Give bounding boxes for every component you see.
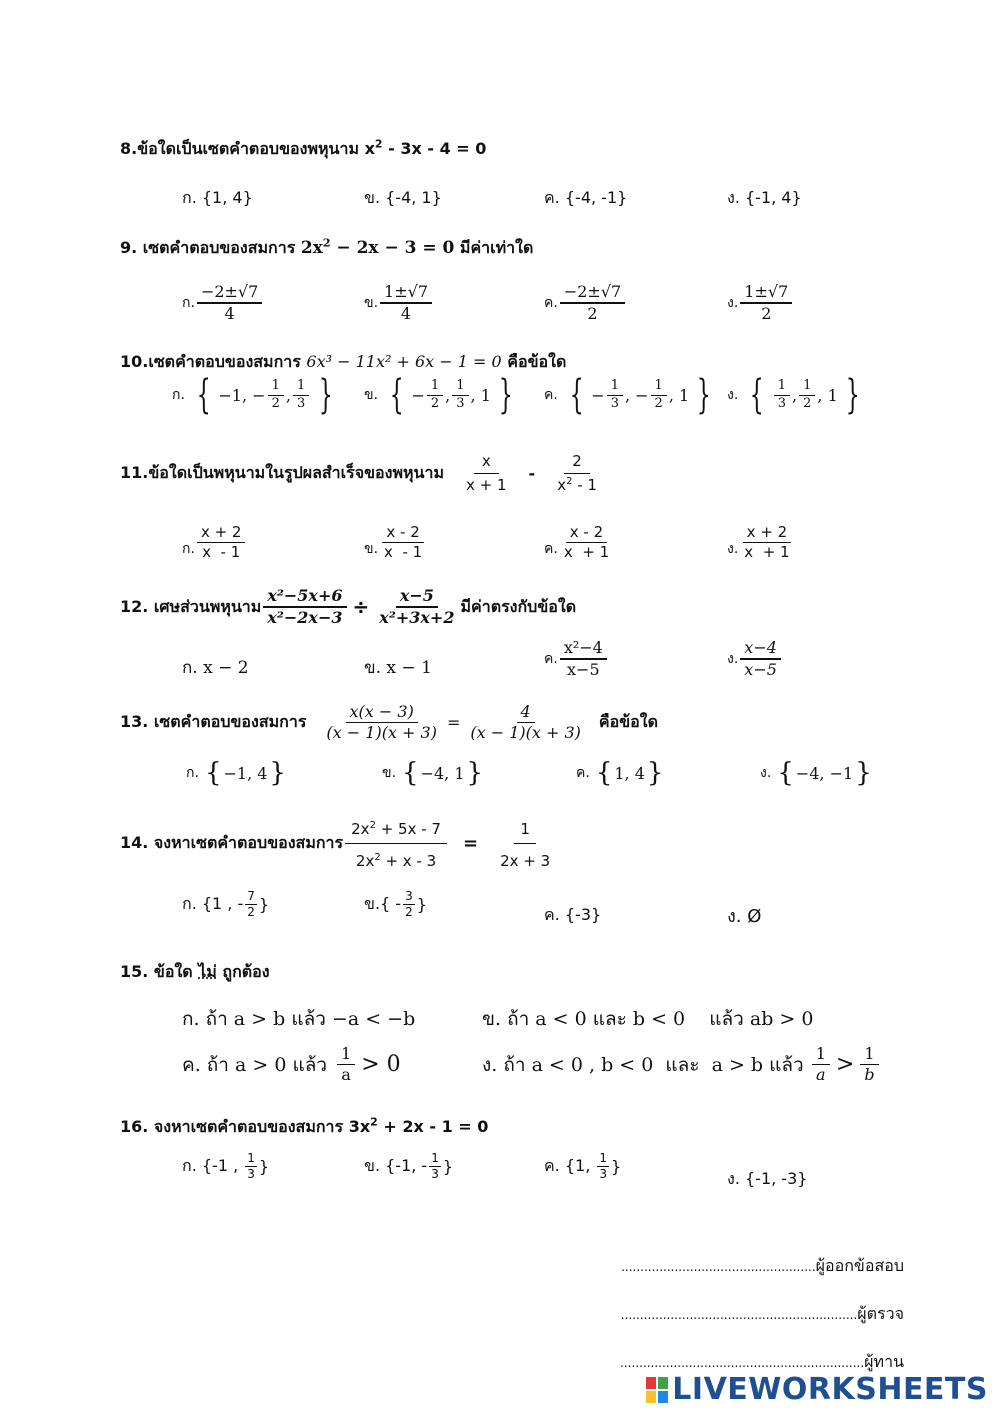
- left-brace-icon: {: [402, 758, 419, 788]
- denominator: 3: [247, 1167, 255, 1181]
- divide-sign: ÷: [352, 595, 370, 619]
- q15-option-c[interactable]: [182, 1044, 401, 1085]
- q8-option-b[interactable]: ข. {-4, 1}: [364, 188, 442, 207]
- question-15-emphasis: ไม่: [198, 962, 217, 981]
- q13-option-b-label: ข.: [382, 765, 397, 781]
- denominator-base: x: [557, 475, 567, 494]
- denominator: 2: [654, 395, 663, 411]
- question-9-prefix: 9. เซตคำตอบของสมการ: [120, 238, 301, 257]
- q10-option-d-label: ง.: [727, 387, 739, 403]
- liveworksheets-logo-text: LIVEWORKSHEETS: [672, 1372, 988, 1407]
- q14-option-a-lead: ก. {1 , -: [182, 894, 244, 913]
- question-14: [120, 816, 556, 871]
- numerator-exponent: 2: [369, 820, 376, 831]
- left-brace-icon: {: [204, 758, 222, 788]
- q15-option-d-lead: ง. ถ้า a < 0 , b < 0 และ a > b แล้ว: [482, 1053, 804, 1076]
- q13-option-b-set: −4, 1: [420, 763, 465, 783]
- denominator: 2: [271, 395, 280, 411]
- right-brace-icon: }: [696, 372, 711, 418]
- question-15-prefix: 15. ข้อใด: [120, 962, 199, 981]
- liveworksheets-logo: [646, 1372, 988, 1407]
- numerator: 1: [599, 1151, 608, 1165]
- numerator: 1: [337, 1044, 355, 1065]
- q10-option-c-fraction-2: [651, 378, 667, 412]
- q16-option-c[interactable]: [544, 1151, 621, 1182]
- signature-role: ผู้ออกข้อสอบ: [815, 1256, 904, 1275]
- numerator: 1: [452, 378, 468, 395]
- denominator: x + 1: [744, 542, 790, 561]
- q9-option-a-label: ก.: [182, 295, 195, 311]
- q10-option-b-label: ข.: [364, 387, 379, 403]
- question-10-prefix: 10.เซตคำตอบของสมการ: [120, 352, 307, 371]
- q12-option-d-fraction: [740, 638, 781, 680]
- q14-option-d[interactable]: ง. Ø: [727, 906, 762, 927]
- question-15: [120, 960, 270, 985]
- minus-sign: -: [528, 463, 536, 483]
- q10-option-c-label: ค.: [544, 387, 558, 403]
- q16-option-c-fraction: [597, 1151, 609, 1182]
- q14-option-b-fraction: [403, 889, 415, 920]
- q10-option-a-label: ก.: [172, 387, 185, 403]
- q10-option-c-lead: −: [591, 385, 605, 405]
- question-13-lhs-fraction: [322, 702, 441, 743]
- q13-option-d-set: −4, −1: [795, 763, 854, 783]
- q9-option-a-numerator: −2±√7: [197, 282, 262, 304]
- q9-option-b-denominator: 4: [400, 304, 412, 323]
- q9-option-c-fraction: [560, 282, 625, 324]
- q9-option-c[interactable]: [544, 282, 625, 324]
- denominator: 3: [296, 395, 306, 411]
- denominator: [350, 844, 442, 871]
- denominator: 3: [431, 1167, 439, 1181]
- right-brace-icon: }: [318, 372, 333, 418]
- denominator: 2: [430, 395, 440, 411]
- denominator: x - 1: [202, 542, 241, 561]
- q9-option-d[interactable]: [727, 282, 792, 324]
- q15-option-c-tail: > 0: [361, 1052, 401, 1077]
- liveworksheets-logo-icon: [646, 1377, 668, 1403]
- left-brace-icon: {: [389, 372, 404, 418]
- q13-option-b[interactable]: [382, 758, 483, 788]
- q12-option-a[interactable]: ก. x − 2: [182, 658, 249, 678]
- signature-line-checker: [621, 1302, 904, 1327]
- q9-option-c-label: ค.: [544, 295, 558, 311]
- question-9-suffix: มีค่าเท่าใด: [454, 238, 534, 257]
- q8-option-a[interactable]: ก. {1, 4}: [182, 188, 253, 207]
- question-16: [120, 1115, 488, 1140]
- q11-option-b-fraction: [380, 523, 426, 562]
- q16-option-b[interactable]: [364, 1151, 453, 1182]
- numerator: 1: [514, 816, 536, 844]
- numerator: 1: [268, 378, 284, 395]
- q12-option-c-fraction: [560, 638, 607, 680]
- numerator: 1: [247, 1151, 255, 1165]
- q16-option-a-fraction: [245, 1151, 257, 1182]
- q10-option-d-fraction-1: [774, 378, 790, 412]
- q13-option-a-set: −1, 4: [223, 763, 268, 783]
- numerator: 1: [774, 378, 790, 395]
- q10-option-a-mid: ,: [285, 385, 291, 405]
- q9-option-c-denominator: 2: [587, 304, 598, 323]
- denominator: 3: [777, 395, 787, 411]
- q10-option-b-fraction-1: [427, 378, 443, 412]
- numerator: 1: [607, 378, 623, 395]
- question-14-lhs-fraction: [345, 816, 447, 871]
- q11-option-d[interactable]: [727, 523, 794, 562]
- numerator: 7: [247, 889, 255, 903]
- denominator: [549, 474, 605, 497]
- q10-option-c-fraction-1: [607, 378, 623, 412]
- q11-option-a-label: ก.: [182, 541, 195, 558]
- numerator: 1: [799, 378, 815, 395]
- denominator: x²+3x+2: [379, 608, 455, 627]
- denominator: x + 1: [563, 542, 610, 561]
- left-brace-icon: {: [569, 372, 584, 418]
- denominator-exponent: 2: [566, 475, 573, 487]
- q10-option-d[interactable]: [727, 372, 865, 418]
- q13-option-d[interactable]: [760, 758, 872, 788]
- q9-option-b-numerator: 1±√7: [380, 282, 432, 304]
- numerator: x²−4: [560, 638, 607, 660]
- q8-option-d[interactable]: ง. {-1, 4}: [727, 188, 802, 207]
- numerator: 3: [405, 889, 413, 903]
- q13-option-a[interactable]: [186, 758, 286, 788]
- q11-option-d-fraction: [740, 523, 793, 562]
- q9-option-d-numerator: 1±√7: [740, 282, 792, 304]
- denominator: x - 1: [384, 542, 423, 561]
- q10-option-b-tail: , 1: [470, 385, 491, 405]
- q14-option-c[interactable]: ค. {-3}: [544, 905, 602, 924]
- numerator: x−5: [396, 586, 438, 608]
- question-11: [120, 450, 605, 497]
- numerator: [345, 816, 447, 844]
- q13-option-c-label: ค.: [576, 765, 590, 781]
- q10-option-c-mid: , −: [624, 385, 649, 405]
- q11-option-b-label: ข.: [364, 541, 379, 558]
- q16-option-a-tail: }: [258, 1157, 270, 1176]
- q13-option-c-set: 1, 4: [614, 763, 645, 783]
- question-13: [120, 702, 658, 743]
- denominator: 2x + 3: [500, 851, 551, 870]
- q10-option-a-fraction-1: [268, 378, 284, 412]
- q10-option-b-lead: −: [411, 385, 425, 405]
- q11-option-b[interactable]: [364, 523, 426, 562]
- right-brace-icon: }: [466, 758, 484, 788]
- numerator: x + 2: [197, 523, 246, 543]
- q11-option-a-fraction: [197, 523, 246, 562]
- denominator: (x − 1)(x + 3): [326, 723, 437, 742]
- q10-option-a-lead: −1, −: [218, 385, 266, 405]
- denominator: x−5: [567, 660, 600, 679]
- q9-option-a[interactable]: [182, 282, 262, 324]
- question-9-eq-a: 2x: [300, 238, 323, 258]
- numerator: 1: [651, 378, 667, 395]
- q10-option-d-fraction-2: [799, 378, 815, 412]
- q9-option-b-label: ข.: [364, 295, 379, 311]
- question-13-rhs-fraction: [466, 702, 585, 743]
- q10-option-c[interactable]: [544, 372, 717, 418]
- question-14-rhs-fraction: [494, 816, 556, 871]
- numerator: x(x − 3): [346, 702, 418, 723]
- numerator: 1: [812, 1044, 830, 1065]
- numerator: 2: [564, 450, 590, 474]
- question-12-fraction-1: [263, 586, 346, 628]
- question-16-exponent: 2: [370, 1115, 378, 1129]
- question-12: [120, 586, 576, 628]
- q9-option-b-fraction: [380, 282, 432, 324]
- left-brace-icon: {: [750, 372, 765, 418]
- q13-option-c[interactable]: [576, 758, 663, 788]
- left-brace-icon: {: [777, 758, 794, 788]
- question-9: [120, 236, 533, 261]
- q15-option-a[interactable]: ก. ถ้า a > b แล้ว −a < −b: [182, 1008, 416, 1030]
- q10-option-c-tail: , 1: [668, 385, 690, 405]
- question-10-suffix: คือข้อใด: [501, 352, 567, 371]
- q15-option-c-fraction: [337, 1044, 355, 1085]
- denominator: a: [816, 1065, 826, 1084]
- left-brace-icon: {: [595, 758, 613, 788]
- q12-option-d-label: ง.: [727, 651, 739, 667]
- numerator: 1: [427, 378, 443, 395]
- q16-option-d[interactable]: ง. {-1, -3}: [727, 1169, 808, 1188]
- question-8: [120, 137, 486, 162]
- denominator-b: + x - 3: [380, 851, 437, 870]
- denominator: 3: [610, 395, 619, 411]
- denominator: a: [341, 1065, 351, 1084]
- q13-option-d-label: ง.: [760, 765, 772, 781]
- q12-option-b[interactable]: ข. x − 1: [364, 658, 432, 678]
- numerator: 1: [860, 1044, 878, 1065]
- equals-sign: =: [462, 832, 479, 854]
- q11-option-d-label: ง.: [727, 541, 739, 558]
- question-13-prefix: 13. เซตคำตอบของสมการ: [120, 712, 307, 731]
- q11-option-c[interactable]: [544, 523, 613, 562]
- numerator: 4: [517, 702, 535, 723]
- question-8-text: 8.ข้อใดเป็นเซตคำตอบของพหุนาม x: [120, 139, 375, 158]
- q14-option-b-tail: }: [416, 895, 427, 914]
- q15-option-d[interactable]: [482, 1044, 879, 1085]
- denominator: x + 1: [466, 475, 507, 494]
- q11-option-c-label: ค.: [544, 541, 558, 558]
- question-11-fraction-1: [458, 450, 515, 497]
- q10-option-a[interactable]: [172, 372, 339, 418]
- q15-option-c-lead: ค. ถ้า a > 0 แล้ว: [182, 1053, 328, 1076]
- denominator: 2: [405, 905, 413, 919]
- q9-option-a-fraction: [197, 282, 262, 324]
- question-16-prefix: 16. จงหาเซตคำตอบของสมการ 3x: [120, 1117, 371, 1136]
- numerator: x + 2: [743, 523, 792, 543]
- denominator: (x − 1)(x + 3): [470, 723, 581, 742]
- question-12-suffix: มีค่าตรงกับข้อใด: [460, 596, 577, 616]
- q10-option-d-tail: , 1: [817, 385, 838, 405]
- equals-sign: =: [446, 713, 461, 732]
- greater-than-sign: >: [835, 1052, 855, 1077]
- q16-option-c-tail: }: [611, 1157, 622, 1176]
- q9-option-a-denominator: 4: [224, 304, 235, 323]
- q9-option-c-numerator: −2±√7: [560, 282, 625, 304]
- q10-option-b-fraction-2: [452, 378, 468, 412]
- denominator-rest: - 1: [572, 475, 597, 494]
- question-11-prefix: 11.ข้อใดเป็นพหุนามในรูปผลสำเร็จของพหุนาม: [120, 462, 445, 482]
- numerator-b: + 5x - 7: [375, 820, 441, 838]
- right-brace-icon: }: [646, 758, 664, 788]
- denominator: 3: [599, 1167, 608, 1181]
- right-brace-icon: }: [269, 758, 286, 788]
- q9-option-d-label: ง.: [727, 295, 739, 311]
- q16-option-a[interactable]: [182, 1151, 269, 1182]
- question-11-fraction-2: [549, 450, 605, 497]
- q12-option-c-label: ค.: [544, 651, 558, 667]
- q16-option-b-fraction: [429, 1151, 441, 1182]
- denominator-exponent: 2: [374, 851, 381, 863]
- q10-option-a-fraction-2: [293, 378, 309, 412]
- numerator: x - 2: [382, 523, 423, 543]
- question-15-suffix: ถูกต้อง: [216, 962, 270, 981]
- numerator: x−4: [740, 638, 781, 660]
- q15-option-d-fraction-1: [812, 1044, 830, 1085]
- question-13-suffix: คือข้อใด: [598, 712, 658, 731]
- question-8-text-rest: - 3x - 4 = 0: [382, 139, 487, 158]
- q12-option-c[interactable]: [544, 638, 607, 680]
- left-brace-icon: {: [196, 372, 211, 418]
- q16-option-c-lead: ค. {1,: [544, 1156, 596, 1175]
- q14-option-b[interactable]: [364, 889, 427, 920]
- question-12-prefix: 12. เศษส่วนพหุนาม: [120, 596, 262, 616]
- q10-option-b[interactable]: [364, 372, 518, 418]
- question-10-equation: 6x³ − 11x² + 6x − 1 = 0: [306, 352, 502, 371]
- numerator: x: [474, 450, 499, 474]
- denominator: 2: [247, 905, 255, 919]
- q14-option-a-fraction: [245, 889, 257, 920]
- numerator-a: 2x: [351, 820, 370, 838]
- q14-option-b-lead: ข.{ -: [364, 894, 402, 913]
- q15-option-b[interactable]: ข. ถ้า a < 0 และ b < 0 แล้ว ab > 0: [482, 1008, 814, 1030]
- numerator: x²−5x+6: [263, 586, 346, 608]
- q9-option-d-fraction: [740, 282, 792, 324]
- right-brace-icon: }: [498, 372, 513, 418]
- signature-role: ผู้ทาน: [864, 1352, 904, 1371]
- denominator: x²−2x−3: [267, 608, 343, 627]
- numerator: 1: [293, 378, 309, 395]
- q9-option-d-denominator: 2: [761, 304, 772, 323]
- q14-option-a[interactable]: [182, 889, 269, 920]
- q16-option-a-lead: ก. {-1 ,: [182, 1156, 244, 1175]
- signature-dots: ................................................................: [620, 1356, 865, 1370]
- denominator: 3: [456, 395, 465, 411]
- signature-role: ผู้ตรวจ: [857, 1304, 904, 1323]
- q10-option-b-mid: ,: [445, 385, 451, 405]
- numerator: 1: [431, 1151, 439, 1165]
- q8-option-c[interactable]: ค. {-4, -1}: [544, 188, 628, 207]
- right-brace-icon: }: [855, 758, 872, 788]
- signature-line-examiner: [621, 1254, 904, 1279]
- question-9-eq-exponent: 2: [322, 236, 331, 250]
- q11-option-c-fraction: [560, 523, 613, 562]
- signature-dots: ..............................................................: [620, 1308, 858, 1322]
- question-12-fraction-2: [375, 586, 458, 628]
- q10-option-d-mid: ,: [792, 385, 798, 405]
- q16-option-b-lead: ข. {-1, -: [364, 1156, 428, 1175]
- question-16-rest: + 2x - 1 = 0: [377, 1117, 489, 1136]
- question-14-prefix: 14. จงหาเซตคำตอบของสมการ: [120, 832, 344, 852]
- q9-option-b[interactable]: [364, 282, 432, 324]
- q12-option-d[interactable]: [727, 638, 781, 680]
- q14-option-a-tail: }: [258, 895, 270, 914]
- question-9-eq-b: − 2x − 3 = 0: [330, 238, 455, 258]
- denominator-a: 2x: [355, 851, 375, 870]
- q16-option-b-tail: }: [442, 1157, 454, 1176]
- signature-dots: ...................................................: [621, 1260, 816, 1274]
- denominator: x−5: [744, 660, 777, 679]
- denominator: b: [864, 1065, 875, 1084]
- numerator: x - 2: [566, 523, 607, 543]
- q15-option-d-fraction-2: [860, 1044, 878, 1085]
- q11-option-a[interactable]: [182, 523, 245, 562]
- question-8-exponent: 2: [374, 137, 383, 151]
- q13-option-a-label: ก.: [186, 765, 199, 781]
- right-brace-icon: }: [845, 372, 860, 418]
- denominator: 2: [803, 395, 812, 411]
